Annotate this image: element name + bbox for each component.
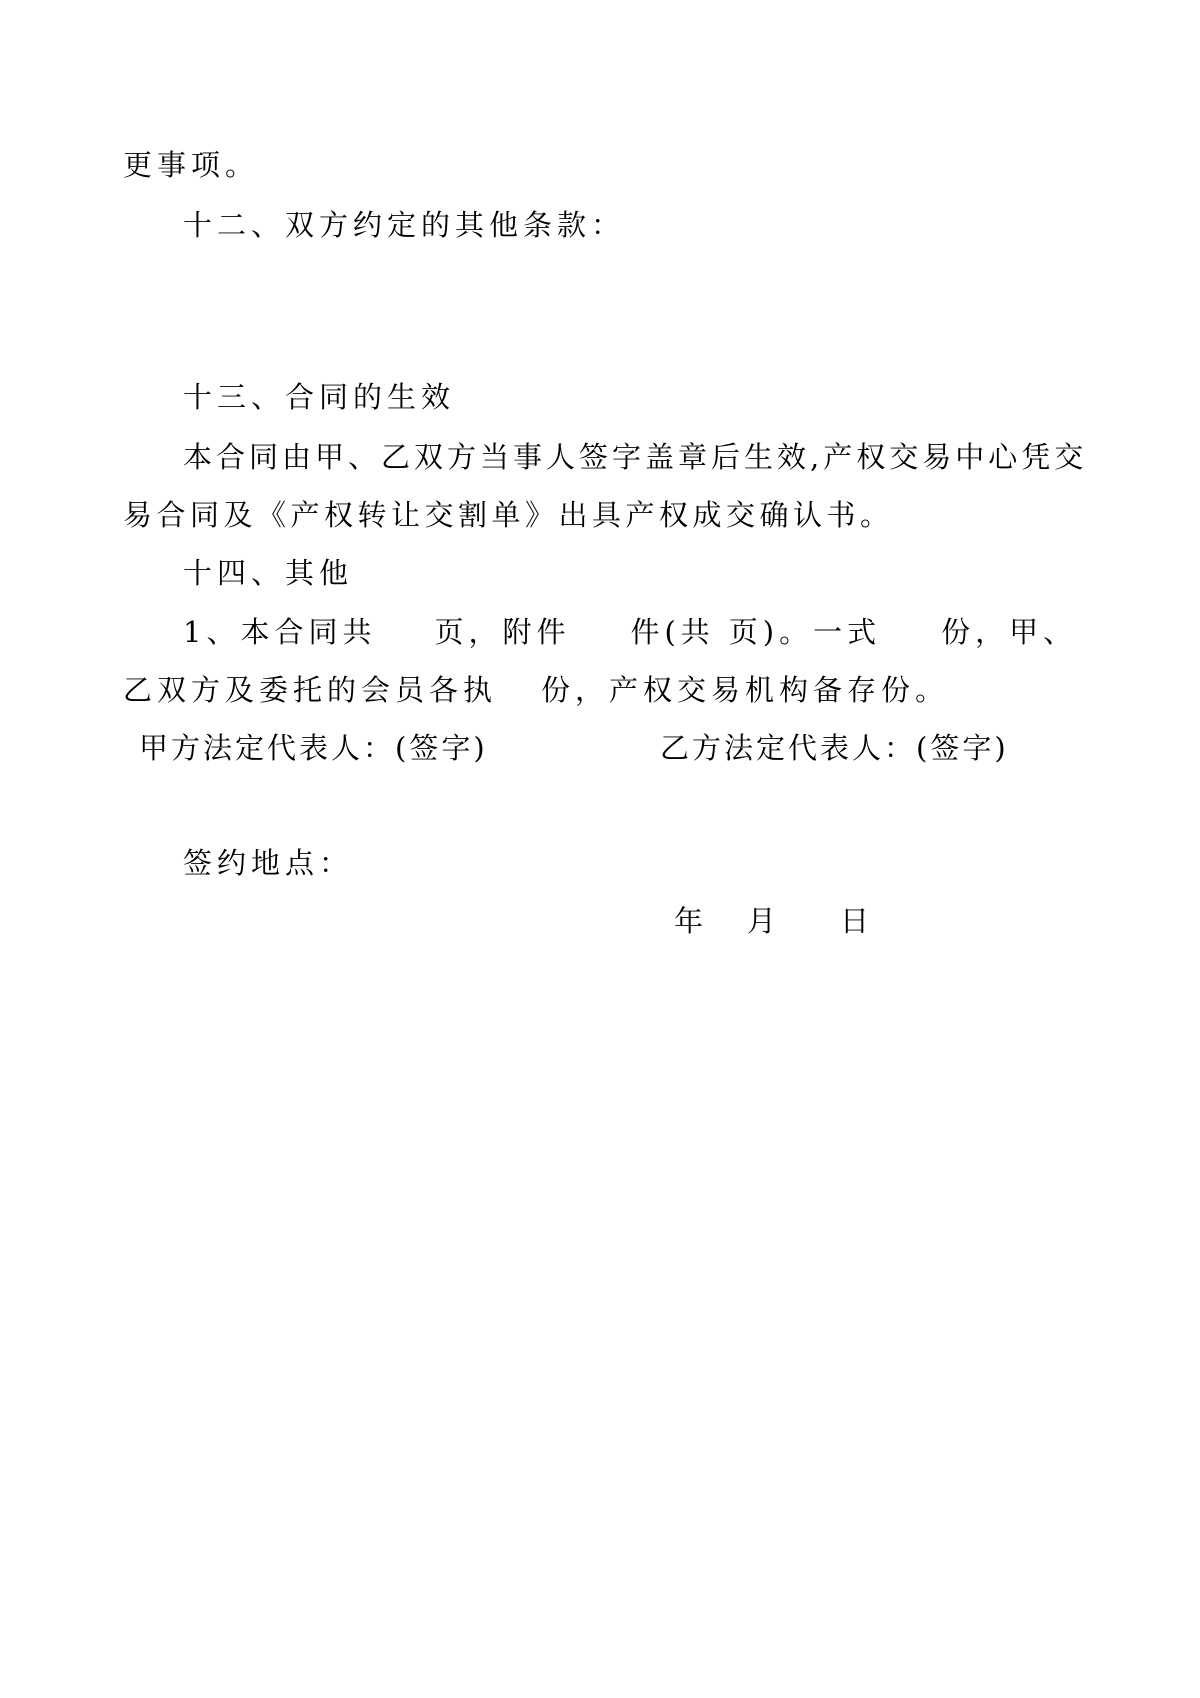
item-1-line2-part-b: 份，产权交易机构备存份。 [541, 673, 950, 707]
item-1-part-a: 1、本合同共 [183, 615, 377, 649]
section-13-body-line2: 易合同及《产权转让交割单》出具产权成交确认书。 [123, 498, 894, 532]
party-b-signature: 乙方法定代表人：(签字) [660, 731, 1009, 765]
date-year: 年 [674, 904, 709, 938]
section-14-heading: 十四、其他 [183, 556, 354, 590]
section-12-heading: 十二、双方约定的其他条款： [183, 208, 626, 242]
item-1-line2-part-a: 乙双方及委托的会员各执 [123, 673, 498, 707]
item-1-part-d: 页)。一式 [728, 615, 882, 649]
party-a-signature: 甲方法定代表人：(签字) [139, 731, 488, 765]
signing-place-label: 签约地点： [183, 846, 354, 880]
item-1-part-e: 份，甲、 [941, 615, 1078, 649]
section-13-body-line1: 本合同由甲、乙双方当事人签字盖章后生效,产权交易中心凭交 [183, 440, 1088, 474]
item-1-part-b: 页，附件 [434, 615, 571, 649]
item-1-line1 [183, 612, 1077, 652]
continued-text: 更事项。 [123, 148, 260, 182]
section-13-heading: 十三、合同的生效 [183, 380, 456, 414]
date-month: 月 [747, 904, 782, 938]
date-day: 日 [840, 904, 875, 938]
item-1-part-c: 件(共 [630, 615, 715, 649]
item-1-line2 [123, 670, 949, 710]
